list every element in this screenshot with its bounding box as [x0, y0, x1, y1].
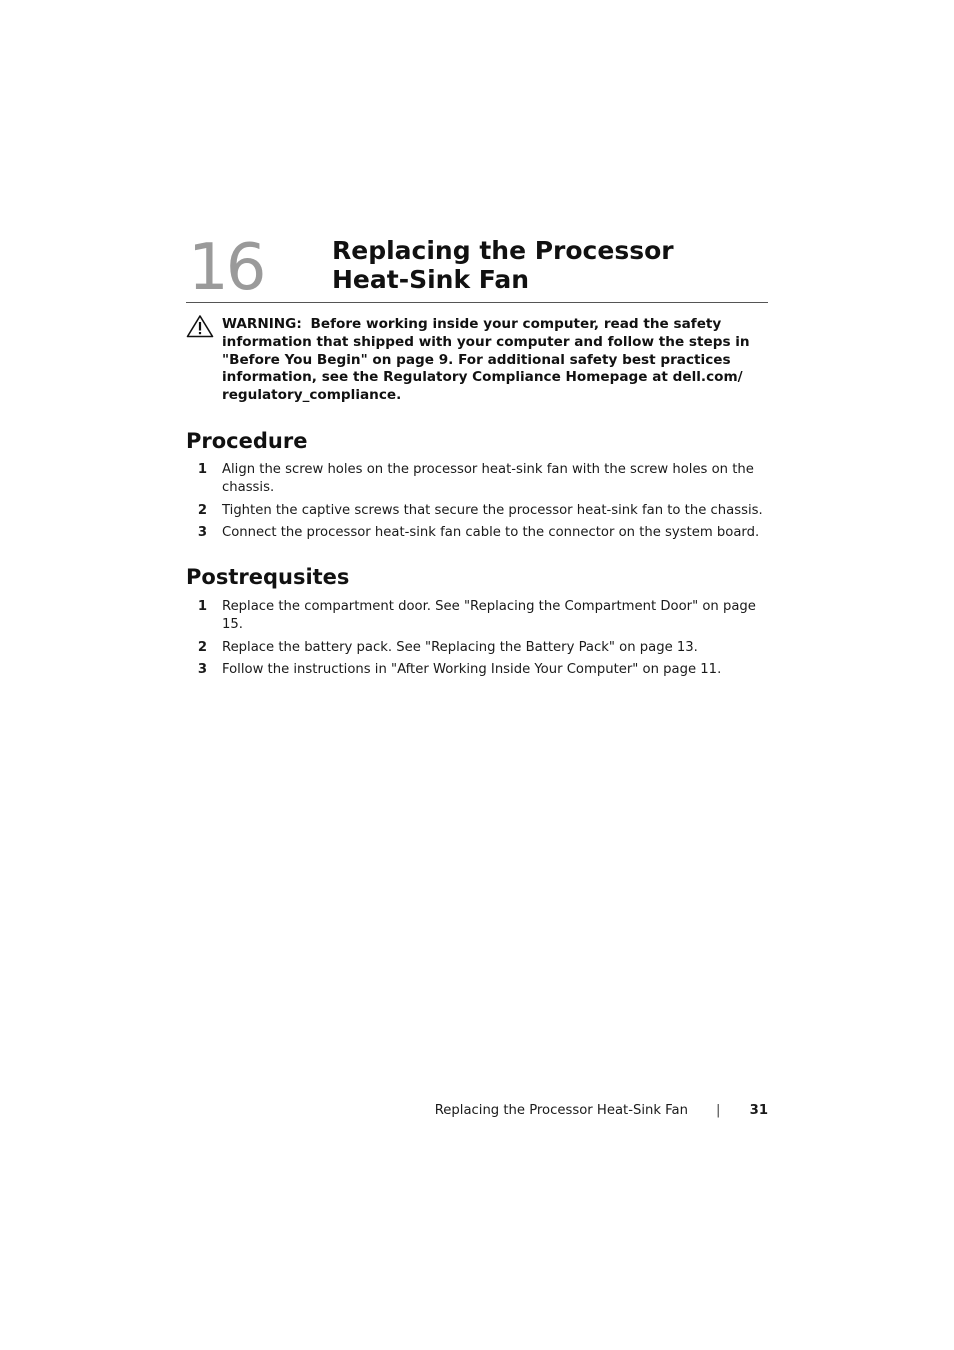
step-text: Follow the instructions in "After Working Inside Your Computer" on page 11.: [222, 662, 722, 677]
procedure-heading: Procedure: [186, 429, 308, 453]
step-text: Tighten the captive screws that secure the processor heat-sink fan to the chassis.: [222, 502, 763, 518]
page-footer: [186, 1101, 768, 1121]
chapter-title-line-1: Replacing the Processor: [332, 236, 674, 265]
step-number: 1: [197, 599, 207, 614]
procedure-steps: [186, 461, 768, 547]
step-number: 1: [197, 462, 207, 477]
warning-triangle-icon: [186, 314, 214, 338]
footer-title: Replacing the Processor Heat-Sink Fan: [434, 1103, 688, 1118]
postrequisite-step: [186, 661, 768, 679]
procedure-step: [186, 524, 768, 542]
postrequisite-step: [186, 598, 768, 634]
footer-separator: |: [716, 1103, 721, 1118]
chapter-title: [332, 236, 768, 294]
chapter-title-line-2: Heat-Sink Fan: [332, 265, 530, 294]
warning-label: WARNING:: [222, 316, 302, 332]
warning-text: [222, 316, 768, 405]
page-number: 31: [749, 1103, 768, 1118]
warning-body: Before working inside your computer, read the safety information that shipped with your computer and follow the steps in "Before You Begin" on page 9. For additional safety best practices information, see the Regulatory Compliance Homepage at dell.com/ regulatory_compliance.: [222, 316, 750, 404]
step-number: 2: [197, 502, 207, 518]
step-text: Replace the battery pack. See "Replacing the Battery Pack" on page 13.: [222, 639, 698, 655]
postrequisites-heading: Postrequsites: [186, 565, 350, 589]
title-divider: [186, 302, 768, 303]
step-number: 3: [197, 662, 207, 677]
step-text: Align the screw holes on the processor heat-sink fan with the screw holes on the chassis.: [222, 462, 754, 495]
postrequisite-step: [186, 639, 768, 657]
step-text: Replace the compartment door. See "Replacing the Compartment Door" on page 15.: [222, 599, 756, 632]
procedure-step: [186, 502, 768, 520]
step-number: 2: [197, 639, 207, 655]
step-text: Connect the processor heat-sink fan cable to the connector on the system board.: [222, 525, 760, 540]
procedure-step: [186, 461, 768, 497]
postrequisites-steps: [186, 598, 768, 684]
chapter-number: 16: [188, 231, 264, 305]
step-number: 3: [197, 525, 207, 540]
